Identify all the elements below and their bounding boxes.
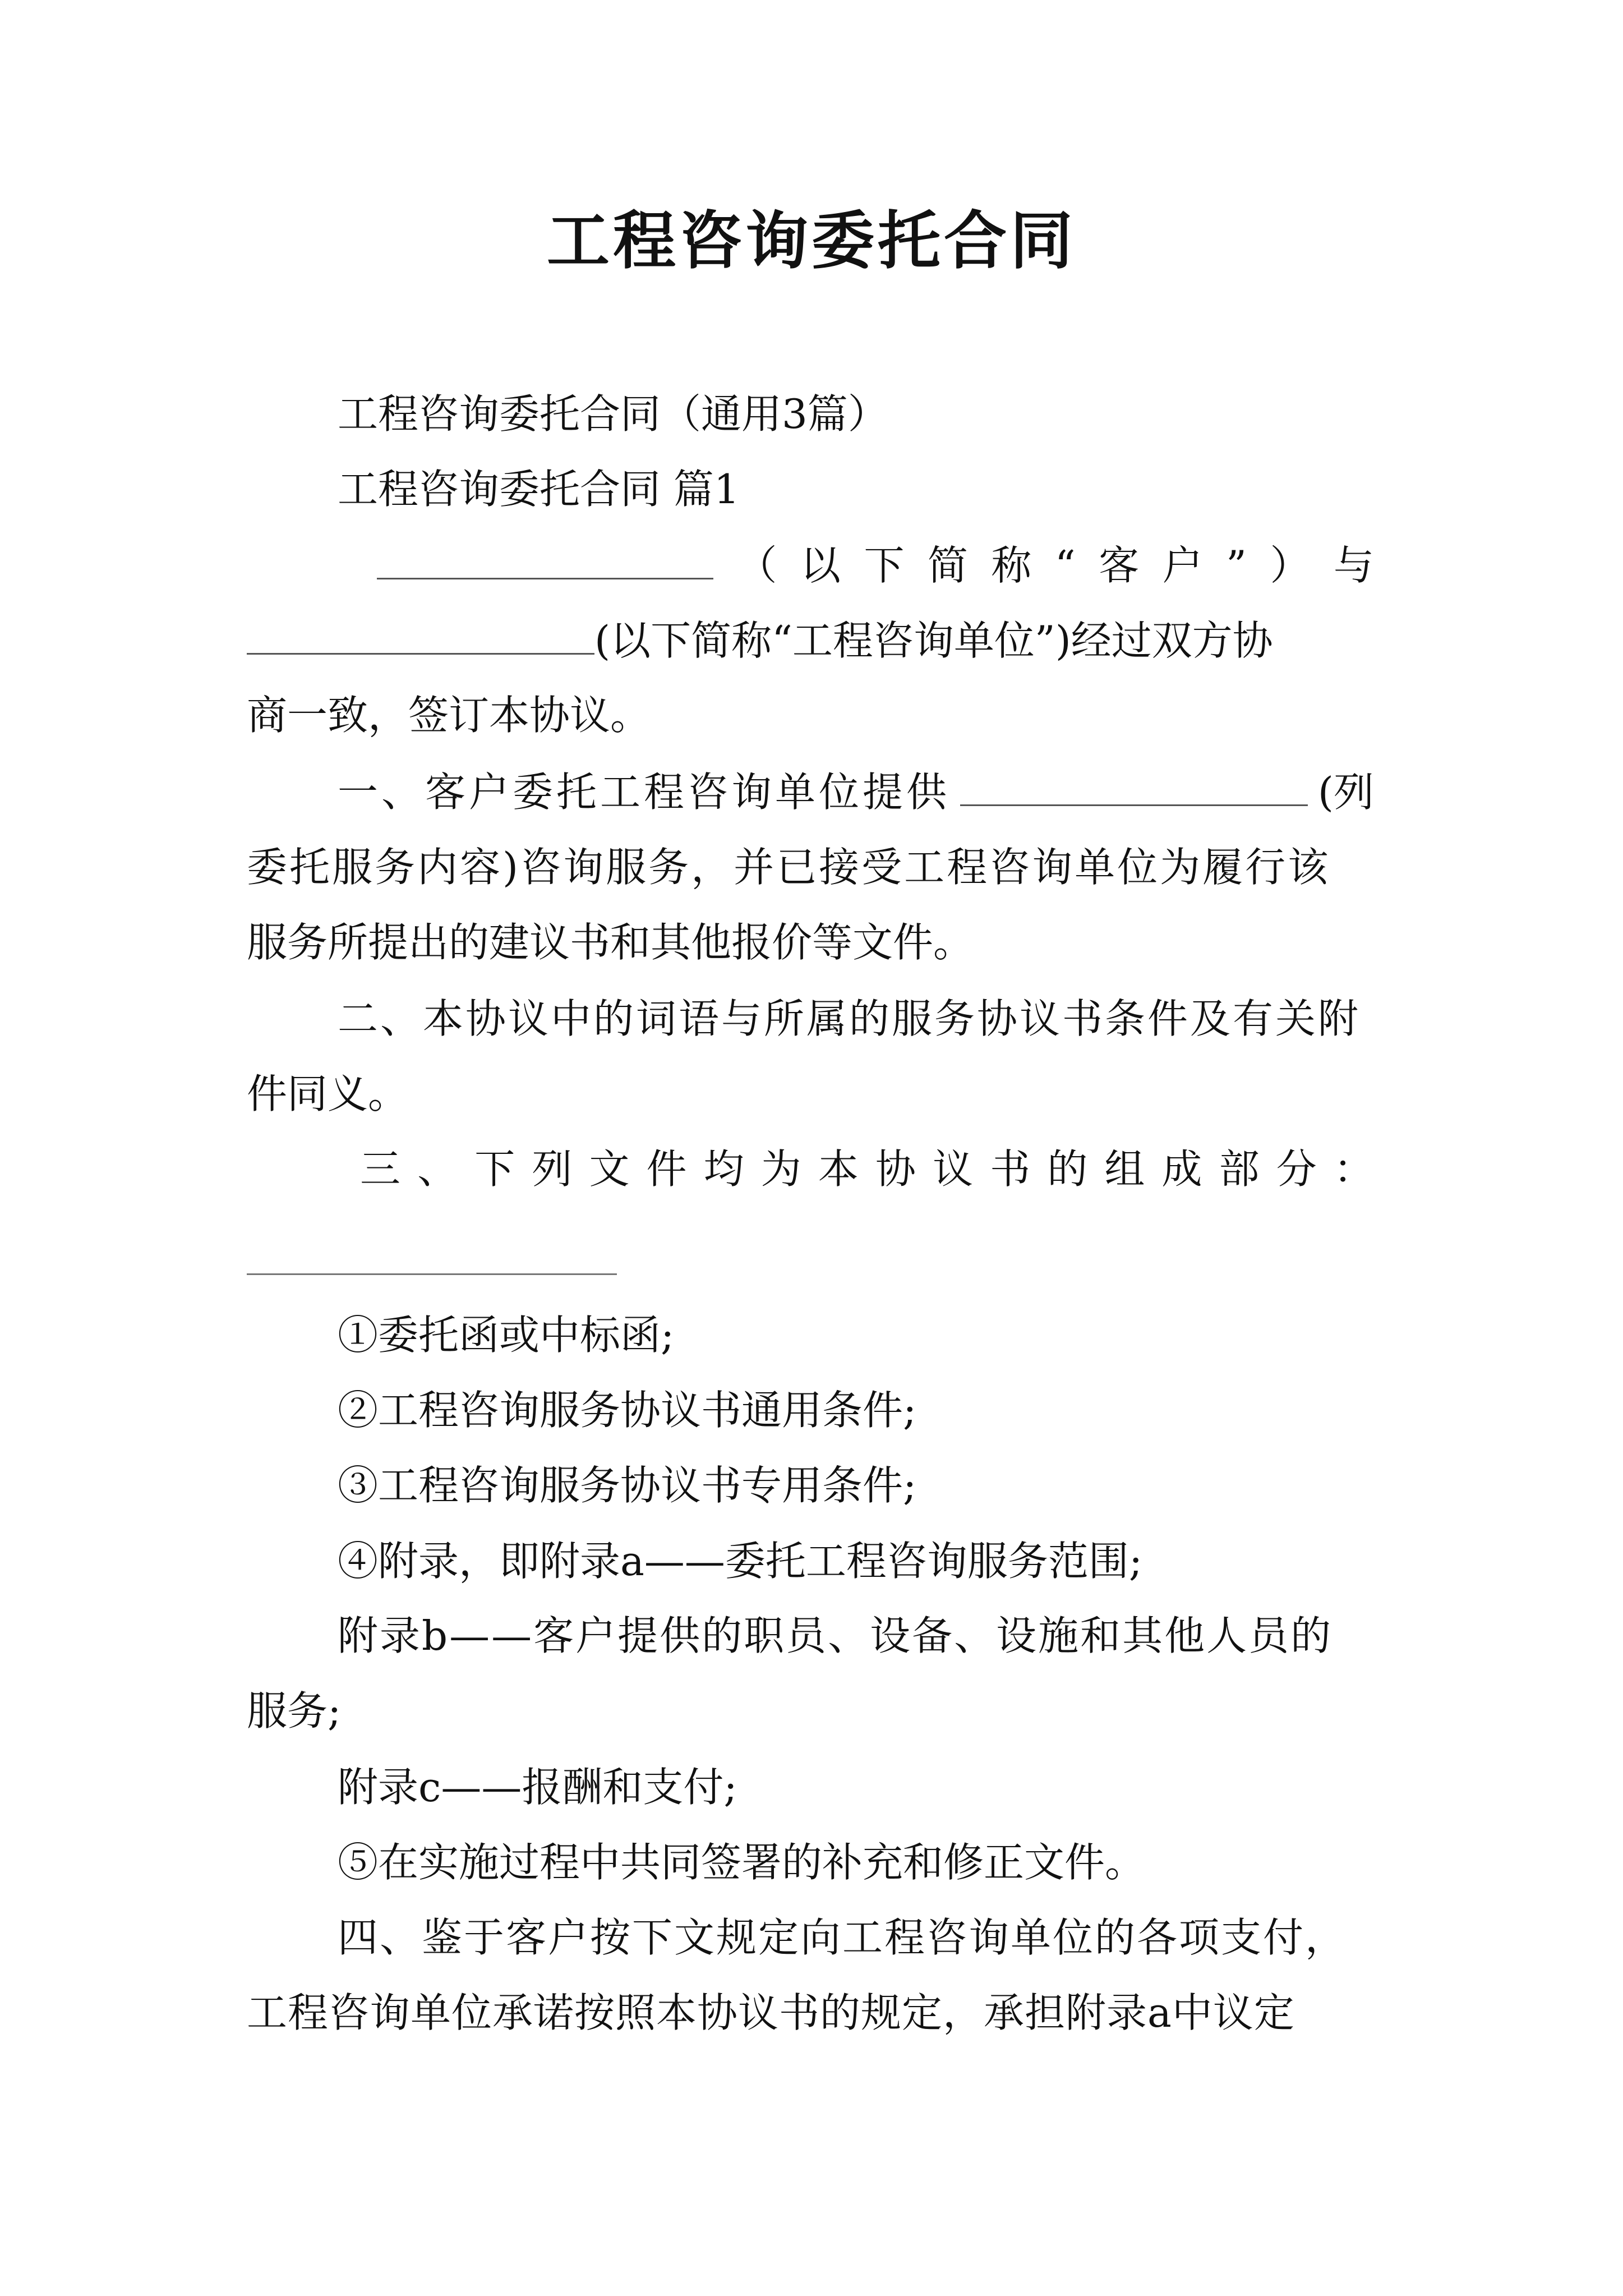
intro-char: （	[736, 542, 777, 589]
clause-3-char: 列	[532, 1145, 573, 1193]
clause-4-line-2: 工程咨询单位承诺按照本协议书的规定，承担附录a中议定	[247, 1989, 1295, 2036]
intro-line-2	[247, 613, 1374, 669]
clause-2-line-2: 件同义。	[247, 1070, 409, 1117]
intro-char: 以	[800, 542, 841, 589]
clause-3-char: 、	[417, 1145, 458, 1193]
clause-1-line-2: 委托服务内容)咨询服务，并已接受工程咨询单位为履行该	[247, 844, 1331, 891]
intro-line-3: 商一致，签订本协议。	[247, 692, 651, 739]
clause-3-char: 分	[1276, 1145, 1317, 1193]
list-item: ④附录，即附录a——委托工程咨询服务范围;	[338, 1538, 1143, 1585]
intro-char: 简	[927, 542, 968, 589]
clause-3-char: 成	[1161, 1145, 1202, 1193]
document-title: 工程咨询委托合同	[547, 204, 1076, 278]
appendix-b-line-1: 附录b——客户提供的职员、设备、设施和其他人员的	[338, 1612, 1333, 1659]
clause-3-char: 协	[875, 1145, 916, 1193]
intro-char: “	[1054, 542, 1076, 589]
clause-3-char: 均	[703, 1145, 744, 1193]
intro-line-1	[377, 537, 1374, 593]
clause-1-line-1	[338, 764, 1374, 820]
intro-char: 下	[864, 542, 905, 589]
clause-1-line-3: 服务所提出的建议书和其他报价等文件。	[247, 919, 974, 966]
clause-1-text: 一、客户委托工程咨询单位提供	[338, 769, 951, 816]
list-item: ②工程咨询服务协议书通用条件;	[338, 1387, 917, 1434]
intro-char: ”	[1226, 542, 1247, 589]
appendix-c-line: 附录c——报酬和支付;	[338, 1764, 737, 1811]
list-item-5: ⑤在实施过程中共同签署的补充和修正文件。	[338, 1839, 1146, 1886]
clause-3-char: 本	[818, 1145, 859, 1193]
clause-3-char: 书	[990, 1145, 1031, 1193]
clause-3-line	[360, 1141, 1374, 1197]
list-item: ③工程咨询服务协议书专用条件;	[338, 1462, 917, 1509]
clause-3-char: 部	[1219, 1145, 1260, 1193]
clause-3-char: 组	[1104, 1145, 1145, 1193]
clause-3-char: 件	[646, 1145, 687, 1193]
clause-3-char: 文	[589, 1145, 630, 1193]
service-content-blank[interactable]	[960, 764, 1308, 806]
clause-3-char: 的	[1047, 1145, 1088, 1193]
clause-3-char: 下	[474, 1145, 515, 1193]
clause-1-tail: (列	[1317, 769, 1374, 816]
clause-3-char: 三	[360, 1145, 401, 1193]
intro-char: ）	[1270, 542, 1311, 589]
intro-char: 客	[1099, 542, 1140, 589]
intro-char: 称	[991, 542, 1032, 589]
clause-3-blank[interactable]	[247, 1273, 617, 1275]
intro-char: 户	[1162, 542, 1203, 589]
part-heading: 工程咨询委托合同 篇1	[338, 466, 740, 513]
client-name-blank[interactable]	[377, 537, 713, 579]
clause-3-char: 议	[933, 1145, 974, 1193]
intro-line-2-text: (以下简称“工程咨询单位”)经过双方协	[594, 617, 1273, 664]
intro-char: 与	[1333, 542, 1374, 589]
appendix-b-line-2: 服务;	[247, 1687, 342, 1734]
list-item: ①委托函或中标函;	[338, 1312, 675, 1359]
clause-3-char: 为	[760, 1145, 801, 1193]
consultant-name-blank[interactable]	[247, 613, 594, 655]
clause-3-char: ：	[1333, 1145, 1374, 1193]
document-subtitle: 工程咨询委托合同（通用3篇）	[338, 390, 888, 438]
clause-4-line-1: 四、鉴于客户按下文规定向工程咨询单位的各项支付，	[338, 1914, 1348, 1961]
clause-2-line-1: 二、本协议中的词语与所属的服务协议书条件及有关附	[338, 995, 1361, 1042]
